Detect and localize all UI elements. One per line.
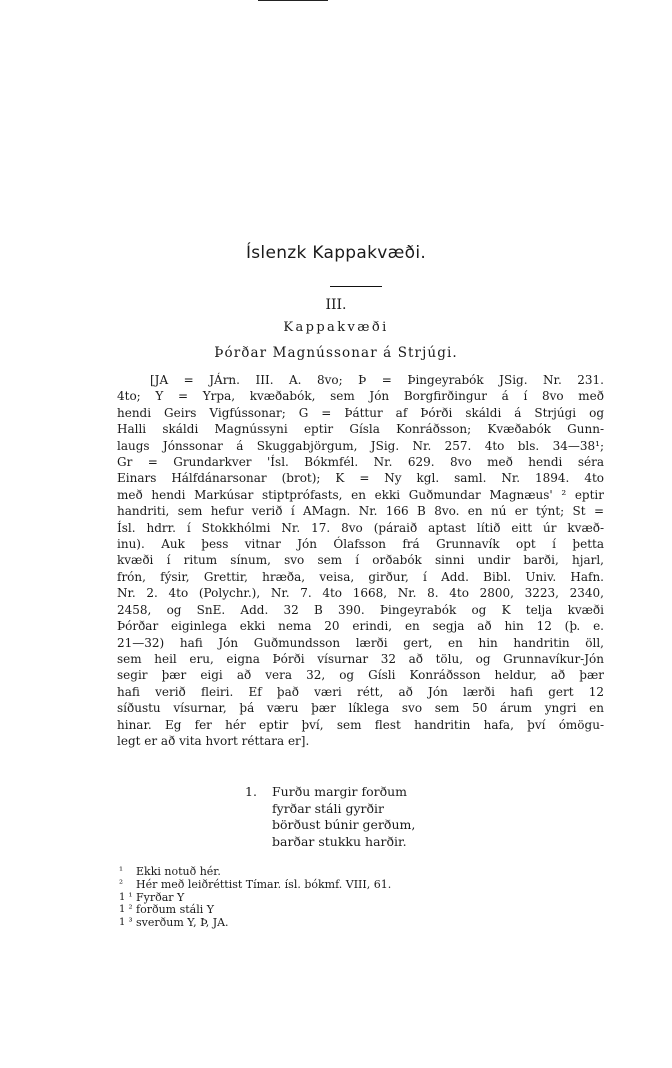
stanza-line: börðust búnir gerðum, xyxy=(272,817,416,832)
footnote-mark: 1 ² xyxy=(119,904,133,916)
footnote xyxy=(119,866,391,879)
stanza-line: barðar stukku harðir. xyxy=(272,833,407,849)
footnote-text: Hér með leiðréttist Tímar. ísl. bókmf. VIII, 61. xyxy=(136,877,392,891)
intro-line: Ísl. hdrr. í Stokkhólmi Nr. 17. 8vo (páraið aptast lítið eitt úr kvæð- xyxy=(117,520,604,535)
intro-line: [JA = JÁrn. III. A. 8vo; Þ = Þingeyrabók JSig. Nr. 231. xyxy=(150,373,604,387)
intro-line: síðustu vísurnar, þá væru þær líklega svo sem 50 árum yngri en xyxy=(117,701,604,716)
stanza-row xyxy=(245,784,415,801)
intro-line: legt er að vita hvort réttara er]. xyxy=(117,733,310,748)
poet-line: Þórðar Magnússonar á Strjúgi. xyxy=(214,345,458,361)
footnote-text: forðum stáli Y xyxy=(136,903,215,917)
intro-line: inu). Auk þess vitnar Jón Ólafsson frá Grunnavík opt í þetta xyxy=(117,537,604,552)
section-number: III. xyxy=(325,297,347,313)
intro-line: Gr = Grundarkver 'Ísl. Bókmfél. Nr. 629. 8vo með hendi séra xyxy=(117,455,604,470)
footnote-mark: ¹ xyxy=(119,866,124,877)
intro-line: Einars Hálfdánarsonar (brot); K = Ny kgl. saml. Nr. 1894. 4to xyxy=(117,471,604,486)
intro-line: hinar. Eg fer hér eptir því, sem flest handritin hafa, því ómögu- xyxy=(117,717,604,732)
footnote xyxy=(119,917,391,930)
header-rule xyxy=(330,286,382,287)
introduction-paragraph xyxy=(117,372,604,749)
intro-line: 4to; Y = Yrpa, kvæðabók, sem Jón Borgfirðingur á í 8vo með xyxy=(117,389,604,404)
footnote-mark: 1 ³ xyxy=(119,917,133,929)
stanza-line: fyrðar stáli gyrðir xyxy=(272,800,384,816)
footnote-text: sverðum Y, Þ, JA. xyxy=(136,916,229,930)
intro-line: 2458, og SnE. Add. 32 B 390. Þingeyrabók og K telja kvæði xyxy=(117,602,604,617)
footnote-mark: ² xyxy=(119,878,124,890)
stanza-number: 1. xyxy=(245,784,257,799)
scan-edge-mark xyxy=(258,0,328,1)
footnote-mark: 1 ¹ xyxy=(119,891,133,903)
intro-line: frón, fýsir, Grettir, hræða, veisa, girður, í Add. Bibl. Univ. Hafn. xyxy=(117,569,604,584)
intro-line: 21—32) hafi Jón Guðmundsson lærði gert, en hin handritin öll, xyxy=(117,635,604,650)
running-header: Íslenzk Kappakvæði. xyxy=(245,243,427,263)
stanza-row xyxy=(245,817,415,834)
intro-line: hafi verið fleiri. Ef það væri rétt, að Jón lærði hafi gert 12 xyxy=(117,684,604,699)
intro-line: sem heil eru, eigna Þórði vísurnar 32 að tölu, og Grunnavíkur-Jón xyxy=(117,651,604,666)
intro-line: með hendi Markúsar stiptprófasts, en ekki Guðmundar Magnæus' ² eptir xyxy=(117,487,604,502)
intro-line: Þórðar eiginlega ekki nema 20 erindi, en segja að hin 12 (þ. e. xyxy=(117,619,604,634)
intro-line: Halli skáldi Magnússyni eptir Gísla Konráðsson; Kvæðabók Gunn- xyxy=(117,422,604,437)
poem-title: Kappakvæði xyxy=(283,320,389,335)
footnotes xyxy=(119,866,391,930)
stanza-row xyxy=(245,834,415,851)
stanza-1 xyxy=(245,784,415,850)
stanza-row xyxy=(245,801,415,818)
footnote-text: Fyrðar Y xyxy=(136,890,185,904)
intro-line: handriti, sem hefur verið í AMagn. Nr. 166 B 8vo. en nú er týnt; St = xyxy=(117,504,604,519)
intro-line: hendi Geirs Vigfússonar; G = Þáttur af Þórði skáldi á Strjúgi og xyxy=(117,405,604,420)
footnote xyxy=(119,879,391,892)
footnote-text: Ekki notuð hér. xyxy=(136,865,221,878)
intro-line: segir þær eigi að vera 32, og Gísli Konráðsson heldur, að þær xyxy=(117,668,604,683)
intro-line: laugs Jónssonar á Skuggabjörgum, JSig. Nr. 257. 4to bls. 34—38¹; xyxy=(117,438,604,453)
intro-line: kvæði í ritum sínum, svo sem í orðabók sinni undir barði, hjarl, xyxy=(117,553,604,568)
stanza-line: Furðu margir forðum xyxy=(272,784,408,799)
intro-line: Nr. 2. 4to (Polychr.), Nr. 7. 4to 1668, Nr. 8. 4to 2800, 3223, 2340, xyxy=(117,586,604,601)
